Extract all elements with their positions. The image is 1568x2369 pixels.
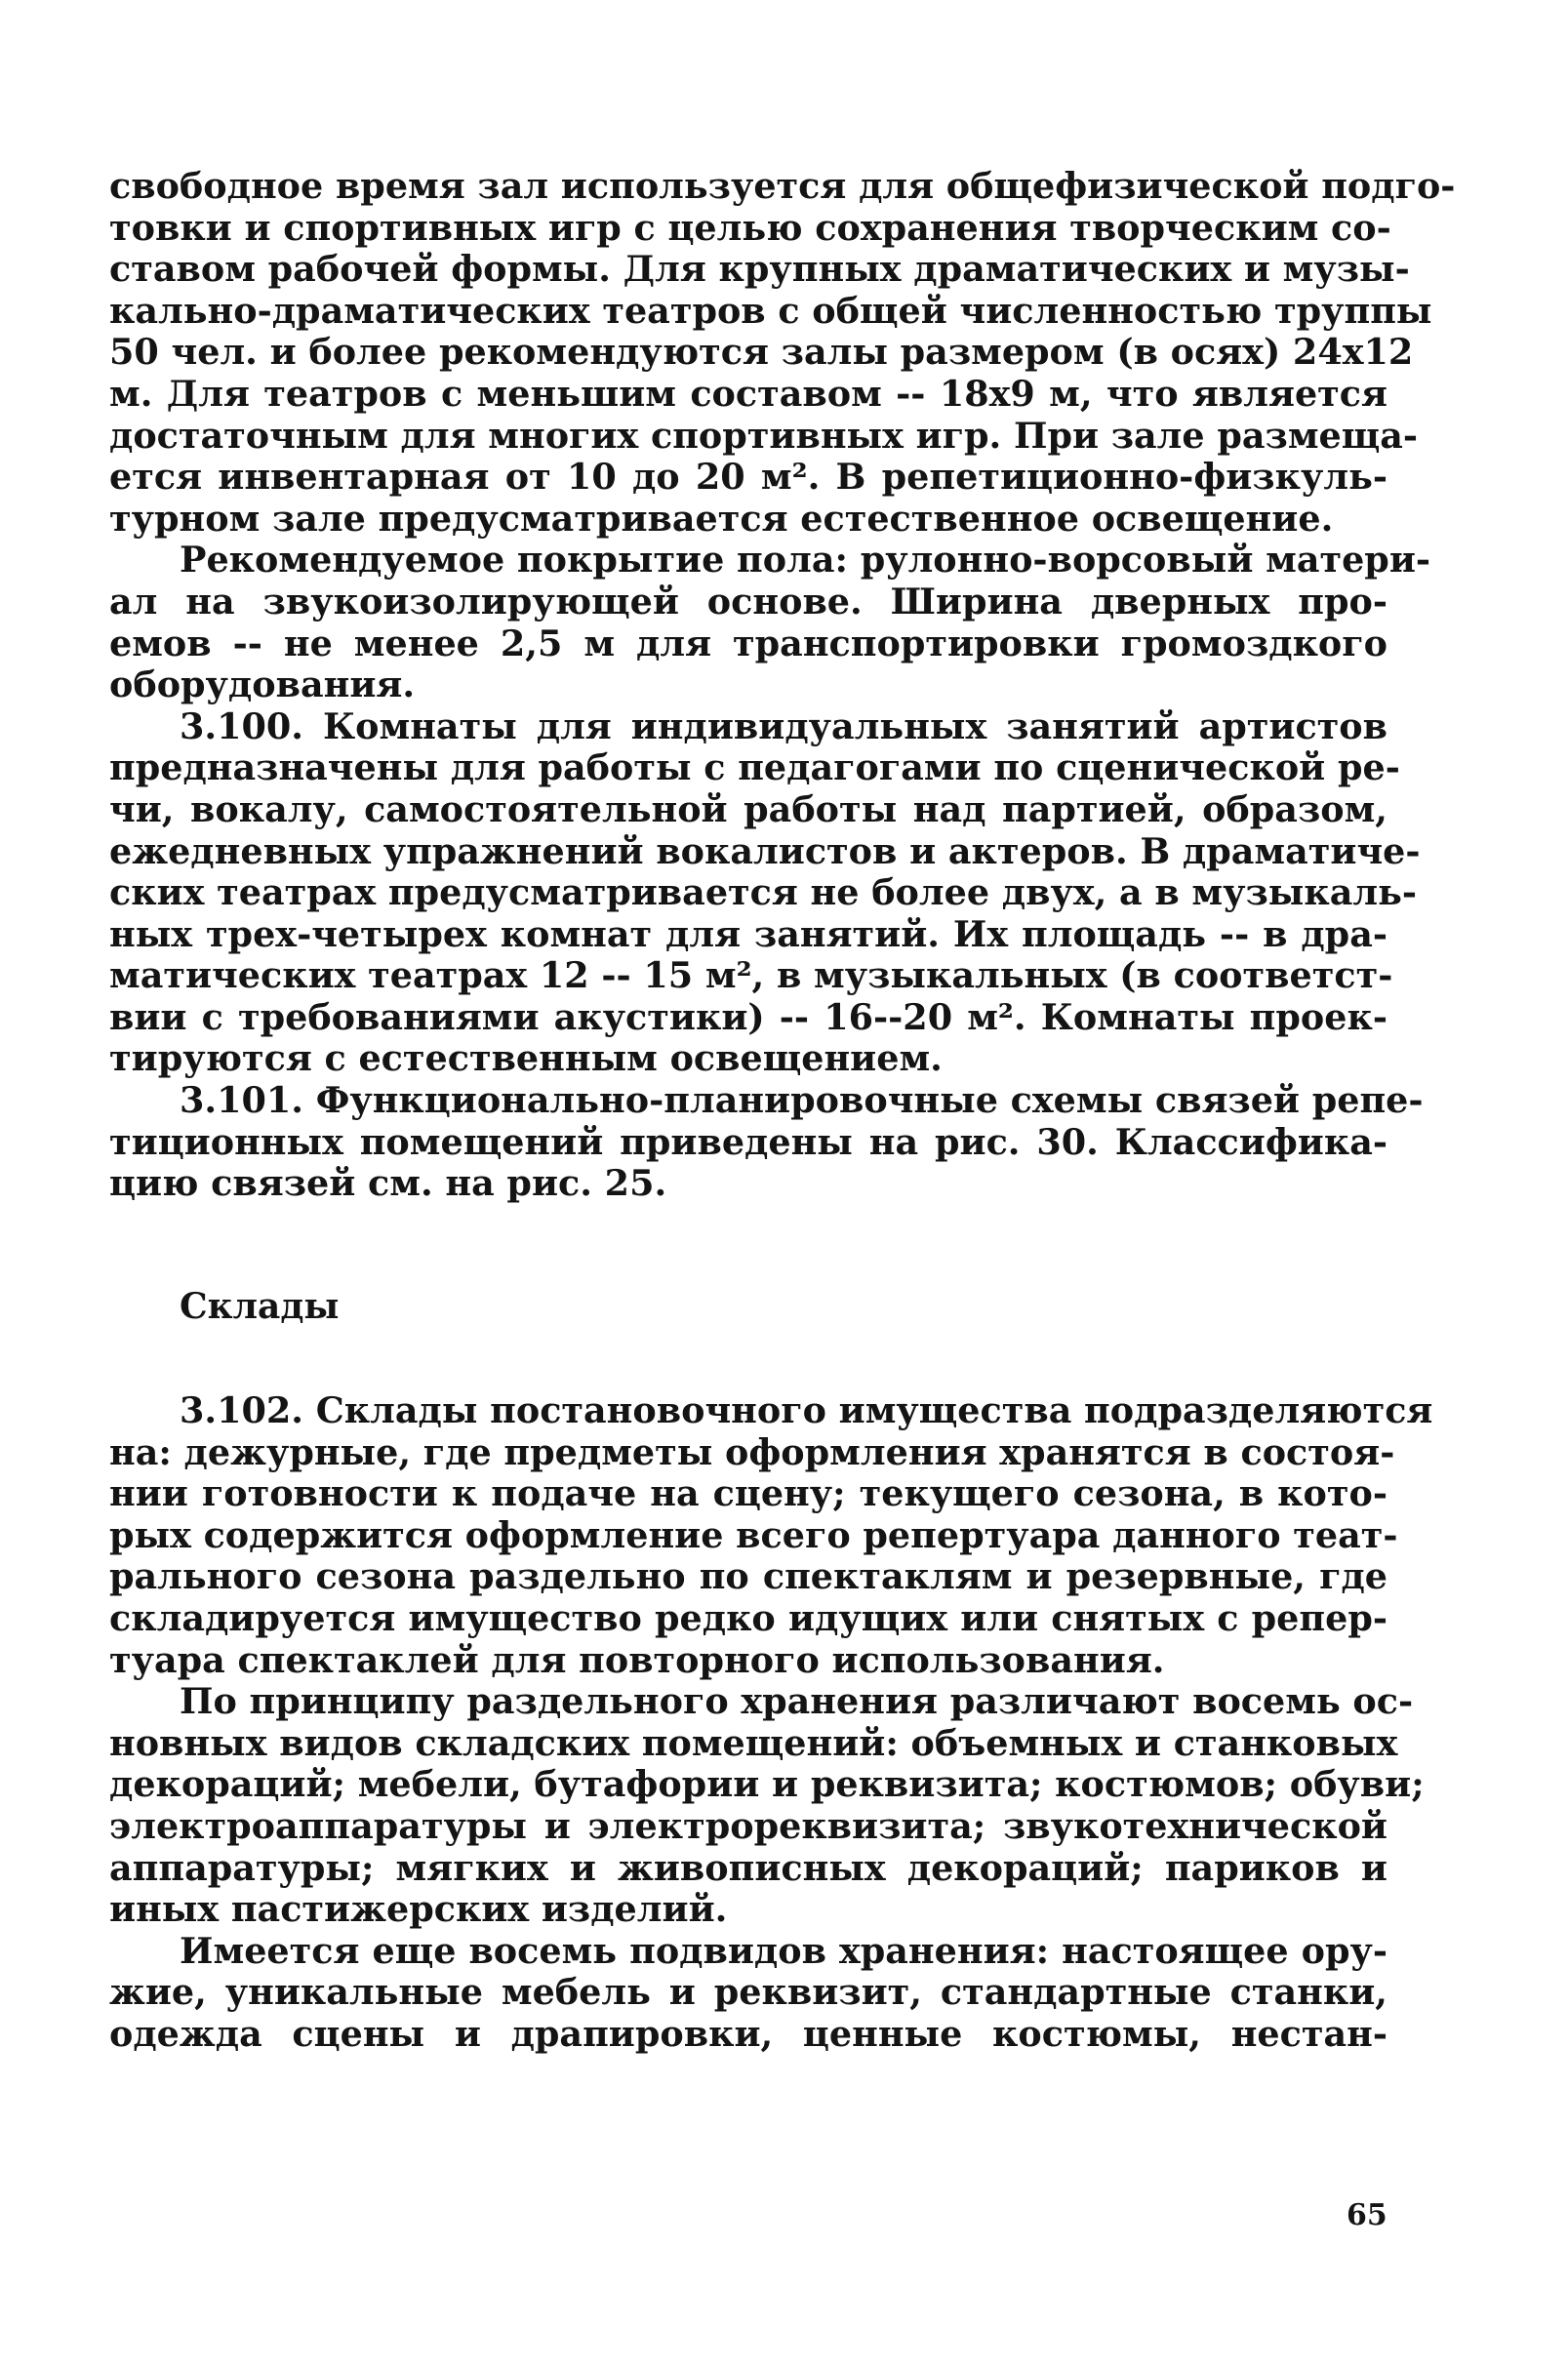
text-line: жие, уникальные мебель и реквизит, стандартные станки, [109,1971,1387,2014]
text-block-top [109,165,1456,1205]
text-line: одежда сцены и драпировки, ценные костюмы, нестан- [109,2012,1387,2055]
text-line: чи, вокалу, самостоятельной работы над партией, образом, [109,787,1387,830]
text-line: ежедневных упражнений вокалистов и актеров. В драматиче- [109,829,1421,872]
text-line: на: дежурные, где предметы оформления хранятся в состоя- [109,1430,1395,1473]
text-line: 3.102. Склады постановочного имущества подразделяются [180,1389,1433,1431]
text-line: оборудования. [109,663,416,706]
text-line: цию связей см. на рис. 25. [109,1162,667,1205]
text-line: 3.101. Функционально-планировочные схемы связей репе- [180,1079,1424,1122]
text-line: туара спектаклей для повторного использования. [109,1638,1165,1681]
text-line: декораций; мебели, бутафории и реквизита; костюмов; обуви; [109,1763,1425,1806]
text-line: предназначены для работы с педагогами по сценической ре- [109,746,1400,789]
text-line: ных трех-четырех комнат для занятий. Их площадь -- в дра- [109,912,1387,955]
text-line: По принципу раздельного хранения различают восемь ос- [180,1680,1414,1723]
text-line: ется инвентарная от 10 до 20 м². В репетиционно-физкуль- [109,456,1387,499]
page-number: 65 [1347,2198,1387,2232]
text-line: складируется имущество редко идущих или снятых с репер- [109,1596,1387,1639]
text-line: матических театрах 12 -- 15 м², в музыкальных (в соответст- [109,954,1393,997]
text-line: Рекомендуемое покрытие пола: рулонно-ворсовый матери- [180,539,1431,582]
text-line: Имеется еще восемь подвидов хранения: настоящее ору- [180,1929,1387,1972]
text-line: ставом рабочей формы. Для крупных драматических и музы- [109,248,1410,291]
text-line: иных пастижерских изделий. [109,1888,728,1931]
text-line: тиционных помещений приведены на рис. 30. Классифика- [109,1120,1387,1163]
text-block-bottom [109,1389,1433,2056]
text-line: электроаппаратуры и электрореквизита; звукотехнической [109,1804,1387,1847]
text-line: товки и спортивных игр с целью сохранения творческим со- [109,206,1391,249]
text-line: 3.100. Комнаты для индивидуальных занятий артистов [180,704,1387,747]
text-line: 50 чел. и более рекомендуются залы размером (в осях) 24x12 [109,331,1414,374]
text-line: свободное время зал используется для общефизической подго- [109,165,1456,207]
text-line: рального сезона раздельно по спектаклям и резервные, где [109,1555,1387,1598]
text-line: емов -- не менее 2,5 м для транспортировки громоздкого [109,622,1387,664]
text-line: новных видов складских помещений: объемных и станковых [109,1721,1398,1764]
text-line: ал на звукоизолирующей основе. Ширина дверных про- [109,580,1387,622]
text-line: тируются с естественным освещением. [109,1037,943,1080]
text-line: турном зале предусматривается естественное освещение. [109,497,1334,540]
text-line: кально-драматических театров с общей численностью труппы [109,289,1432,332]
text-line: рых содержится оформление всего репертуара данного теат- [109,1513,1398,1556]
text-line: вии с требованиями акустики) -- 16--20 м². Комнаты проек- [109,995,1387,1038]
text-line: м. Для театров с меньшим составом -- 18x9 м, что является [109,372,1387,415]
text-line: ских театрах предусматривается не более двух, а в музыкаль- [109,871,1418,914]
text-line: нии готовности к подаче на сцену; текущего сезона, в кото- [109,1472,1387,1515]
section-heading: Склады [180,1286,340,1327]
text-line: достаточным для многих спортивных игр. При зале размеща- [109,414,1419,457]
text-line: аппаратуры; мягких и живописных декораций; париков и [109,1846,1387,1889]
